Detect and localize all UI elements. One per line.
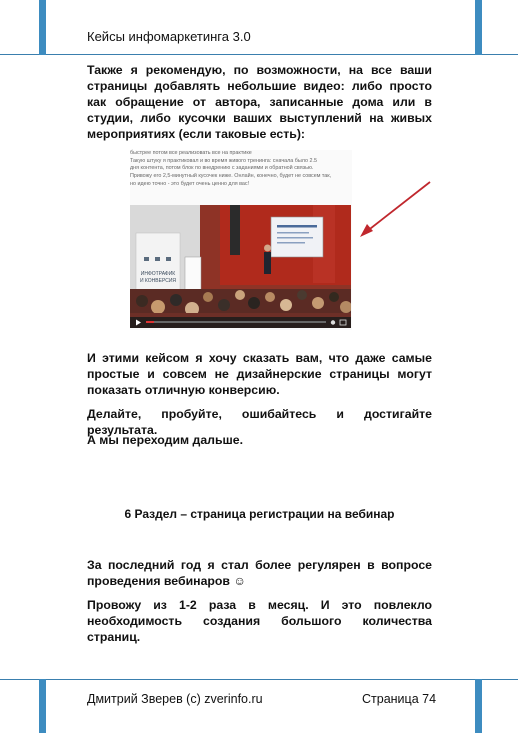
paragraph-next bbox=[87, 432, 432, 448]
footer-page-number: Страница 74 bbox=[362, 692, 437, 706]
footer-rule bbox=[0, 679, 518, 680]
paragraph-2: И этими кейсом я хочу сказать вам, что даже самые простые и совсем не дизайнерские страницы могут показать отличную конверсию. bbox=[87, 351, 432, 397]
footer-bar-right bbox=[475, 679, 482, 733]
conference-video-frame bbox=[130, 205, 351, 328]
paragraph-1: Также я рекомендую, по возможности, на все ваши страницы добавлять небольшие видео: либо просто как обращение от автора, записанные дома или в студии, либо кусочки ваших выступлений на живых мероприятиях (если таковые есть): bbox=[87, 63, 432, 141]
banner-text-1: ИНФОТРАФИК bbox=[140, 271, 176, 277]
paragraph-frequency bbox=[87, 597, 432, 645]
red-arrow-icon bbox=[356, 178, 436, 240]
paragraph-conversion bbox=[87, 350, 432, 398]
paragraph-6: Провожу из 1-2 раза в месяц. И это повлекло необходимость создания большого количества страниц. bbox=[87, 598, 432, 644]
video-player[interactable] bbox=[130, 205, 351, 328]
page-header-title: Кейсы инфомаркетинга 3.0 bbox=[87, 29, 251, 44]
paragraph-video-recommendation bbox=[87, 62, 432, 142]
footer-author: Дмитрий Зверев (c) zverinfo.ru bbox=[87, 692, 263, 706]
footer-bar-left bbox=[39, 679, 46, 733]
header-bar-left bbox=[39, 0, 46, 55]
paragraph-webinars bbox=[87, 557, 432, 589]
header-bar-right bbox=[475, 0, 482, 55]
banner-text-2: И КОНВЕРСИЯ bbox=[139, 278, 177, 284]
paragraph-4: А мы переходим дальше. bbox=[87, 433, 244, 447]
paragraph-5: За последний год я стал более регулярен в вопросе проведения вебинаров ☺ bbox=[87, 558, 432, 588]
header-rule bbox=[0, 54, 518, 55]
paragraph-3: Делайте, пробуйте, ошибайтесь и достигайте результата. bbox=[87, 407, 432, 437]
screenshot-text: быстрее потом все реализовать все на практике Такую штуку я практиковал и во время живого тренинга: сначала было 2.5 дня контента, потом блок по внедрению с заданиями и обратной связью. Привожу его 2,5-минутный кусочек ниже. Онлайн, конечно, будет не совсем так, но идею точно - это будет очень ценно для вас! bbox=[130, 150, 332, 187]
section-heading: 6 Раздел – страница регистрации на вебинар bbox=[124, 507, 395, 521]
